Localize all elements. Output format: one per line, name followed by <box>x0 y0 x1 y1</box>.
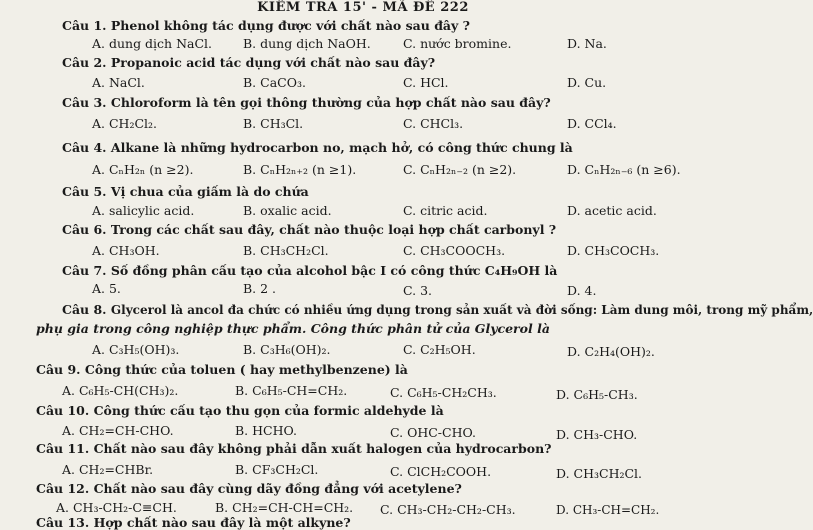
option-a: A. CₙH₂ₙ (n ≥2). <box>92 162 194 177</box>
option-c: C. ClCH₂COOH. <box>390 464 492 479</box>
option-a: A. salicylic acid. <box>92 203 195 218</box>
question-text: Phenol không tác dụng được với chất nào sau đây ? <box>110 18 470 33</box>
question-2 <box>62 55 435 70</box>
option-b: B. C₃H₆(OH)₂. <box>243 342 331 357</box>
option-d: D. CₙH₂ₙ₋₆ (n ≥6). <box>567 162 681 177</box>
question-text: Glycerol là ancol đa chức có nhiều ứng dụng trong sản xuất và đời sống: Làm dung môi, trong mỹ phẩm, <box>110 303 813 317</box>
question-label: Câu 12. <box>36 481 90 496</box>
option-c: C. 3. <box>403 283 432 298</box>
question-6 <box>62 222 556 237</box>
option-b: B. CaCO₃. <box>243 75 306 90</box>
option-d: D. Na. <box>567 36 607 51</box>
question-label: Câu 6. <box>62 222 107 237</box>
question-text: Chất nào sau đây cùng dãy đồng đẳng với acetylene? <box>93 481 462 496</box>
question-9 <box>36 362 408 377</box>
option-d: D. CH₃-CHO. <box>556 427 638 442</box>
question-label: Câu 10. <box>36 403 90 418</box>
question-label: Câu 2. <box>62 55 107 70</box>
option-a: A. CH₂=CH-CHO. <box>62 423 174 438</box>
option-b: B. C₆H₅-CH=CH₂. <box>235 383 348 398</box>
option-c: C. CHCl₃. <box>403 116 464 131</box>
question-label: Câu 1. <box>62 18 107 33</box>
option-b: B. CH₂=CH-CH=CH₂. <box>215 500 354 515</box>
question-label: Câu 9. <box>36 362 81 377</box>
option-d: D. Cu. <box>567 75 607 90</box>
question-10 <box>36 403 444 418</box>
question-label: Câu 13. <box>36 515 90 530</box>
question-text: Propanoic acid tác dụng với chất nào sau đây? <box>110 55 436 70</box>
option-b: B. dung dịch NaOH. <box>243 36 371 51</box>
option-a: A. NaCl. <box>92 75 145 90</box>
option-b: B. CH₃CH₂Cl. <box>243 243 329 258</box>
question-text: Alkane là những hydrocarbon no, mạch hở, có công thức chung là <box>110 140 573 155</box>
option-d: D. CH₃-CH=CH₂. <box>556 503 660 517</box>
question-text: Vị chua của giấm là do chứa <box>110 184 309 199</box>
option-d: D. CH₃CH₂Cl. <box>556 466 643 481</box>
question-text: Hợp chất nào sau đây là một alkyne? <box>93 515 351 530</box>
question-text: Trong các chất sau đây, chất nào thuộc loại hợp chất carbonyl ? <box>110 222 557 237</box>
option-d: D. C₆H₅-CH₃. <box>556 387 638 402</box>
question-text: Công thức của toluen ( hay methylbenzene) là <box>84 362 408 377</box>
question-text: Công thức cấu tạo thu gọn của formic aldehyde là <box>93 403 444 418</box>
question-8 <box>62 302 813 317</box>
question-text: Chất nào sau đây không phải dẫn xuất halogen của hydrocarbon? <box>93 441 552 456</box>
question-text: Chloroform là tên gọi thông thường của hợp chất nào sau đây? <box>110 95 551 110</box>
option-d: D. 4. <box>567 283 597 298</box>
option-b: B. CF₃CH₂Cl. <box>235 462 319 477</box>
option-a: A. CH₂=CHBr. <box>62 462 154 477</box>
option-d: D. C₂H₄(OH)₂. <box>567 344 655 359</box>
option-a: A. C₆H₅-CH(CH₃)₂. <box>62 383 179 398</box>
option-c: C. CₙH₂ₙ₋₂ (n ≥2). <box>403 162 517 177</box>
option-b: B. CH₃Cl. <box>243 116 304 131</box>
option-b: B. 2 . <box>243 281 277 296</box>
option-c: C. OHC-CHO. <box>390 425 476 440</box>
option-c: C. CH₃COOCH₃. <box>403 243 506 258</box>
option-a: A. CH₃OH. <box>92 243 160 258</box>
question-13 <box>36 515 351 530</box>
question-label: Câu 7. <box>62 263 107 278</box>
exam-title: KIỂM TRA 15' - MÃ ĐỀ 222 <box>257 0 469 15</box>
option-b: B. oxalic acid. <box>243 203 332 218</box>
option-d: D. CCl₄. <box>567 116 617 131</box>
question-label: Câu 5. <box>62 184 107 199</box>
question-3 <box>62 95 551 110</box>
option-a: A. 5. <box>92 281 121 296</box>
option-a: A. dung dịch NaCl. <box>92 36 213 51</box>
option-c: C. citric acid. <box>403 203 488 218</box>
question-text: Số đồng phân cấu tạo của alcohol bậc I có công thức C₄H₉OH là <box>110 263 558 278</box>
question-label: Câu 8. <box>62 302 107 317</box>
option-c: C. HCl. <box>403 75 449 90</box>
question-7 <box>62 263 557 278</box>
question-label: Câu 4. <box>62 140 107 155</box>
option-c: C. nước bromine. <box>403 36 512 51</box>
question-11 <box>36 441 551 456</box>
option-a: A. CH₂Cl₂. <box>92 116 157 131</box>
option-c: C. C₆H₅-CH₂CH₃. <box>390 385 497 400</box>
option-c: C. C₂H₅OH. <box>403 342 476 357</box>
question-label: Câu 11. <box>36 441 90 456</box>
question-8-continued: phụ gia trong công nghiệp thực phẩm. Công thức phân tử của Glycerol là <box>36 321 550 336</box>
question-12 <box>36 481 462 496</box>
option-d: D. CH₃COCH₃. <box>567 243 660 258</box>
question-1 <box>62 18 470 33</box>
option-b: B. HCHO. <box>235 423 297 438</box>
question-label: Câu 3. <box>62 95 107 110</box>
option-d: D. acetic acid. <box>567 203 657 218</box>
option-c: C. CH₃-CH₂-CH₂-CH₃. <box>380 502 516 517</box>
option-b: B. CₙH₂ₙ₊₂ (n ≥1). <box>243 162 357 177</box>
question-5 <box>62 184 309 199</box>
question-4 <box>62 140 573 155</box>
option-a: A. CH₃-CH₂-C≡CH. <box>56 500 177 515</box>
option-a: A. C₃H₅(OH)₃. <box>92 342 180 357</box>
